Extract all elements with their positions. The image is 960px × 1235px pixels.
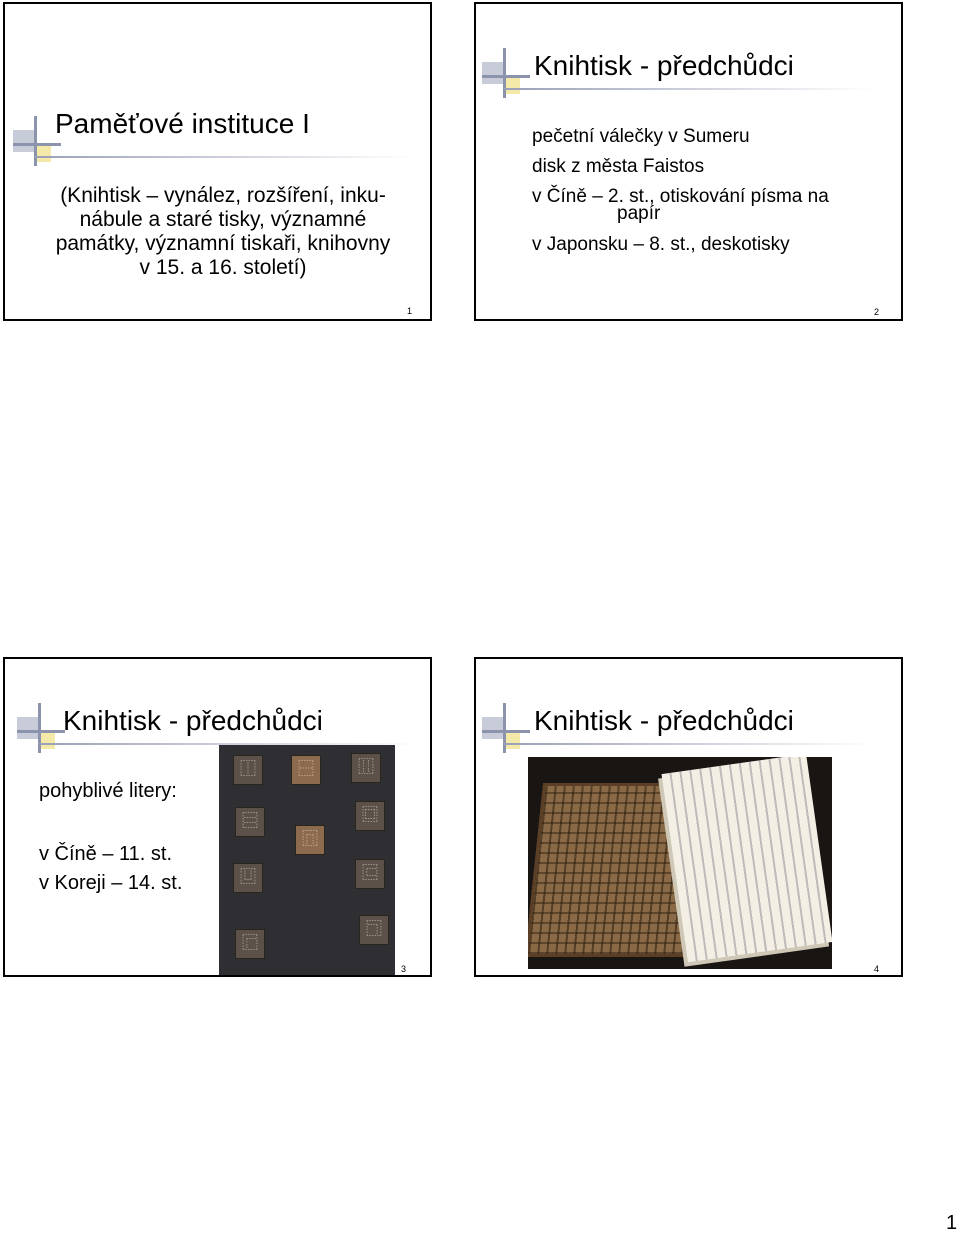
slide-number: 1: [407, 306, 413, 316]
title-rule: [504, 743, 874, 745]
slide-3: [3, 657, 432, 977]
bullet-list: [532, 122, 829, 260]
slide-title: Paměťové instituce I: [55, 108, 310, 139]
body-line: v 15. a 16. století): [139, 256, 307, 279]
body-line: památky, významní tiskaři, knihovny: [55, 232, 391, 255]
list-item: disk z města Faistos: [532, 156, 705, 177]
type-tray-and-book-photo: [528, 757, 832, 969]
crosshair-logo-icon: [17, 703, 67, 753]
text-line: v Číně – 11. st.: [39, 843, 173, 865]
printed-book: [661, 757, 832, 962]
list-item: v Japonsku – 8. st., deskotisky: [532, 234, 790, 255]
movable-type-photo: ⿰ ⿱ ⿲ ⿳ ⿴ ⿵ ⿶ ⿷ ⿸ ⿹: [219, 745, 395, 975]
body-line: nábule a staré tisky, významné: [79, 208, 367, 231]
crosshair-logo-icon: [482, 703, 532, 753]
slide-title: Knihtisk - předchůdci: [534, 50, 794, 81]
slide-4: [474, 657, 903, 977]
list-item-continuation: papír: [617, 203, 661, 224]
slide-number: 4: [874, 964, 880, 974]
slide-number: 3: [401, 964, 407, 974]
slide-2: [474, 2, 903, 321]
title-rule: [35, 156, 415, 158]
slide-body: [23, 184, 423, 280]
text-line: v Koreji – 14. st.: [39, 872, 183, 894]
slide-title: Knihtisk - předchůdci: [63, 705, 323, 736]
slide-title: Knihtisk - předchůdci: [534, 705, 794, 736]
title-rule: [504, 88, 874, 90]
crosshair-logo-icon: [482, 48, 532, 98]
slide-1: [3, 2, 432, 321]
body-line: (Knihtisk – vynález, rozšíření, inku-: [60, 184, 386, 207]
text-line: pohyblivé litery:: [39, 780, 177, 802]
list-item: v Číně – 2. st., otiskování písma na: [532, 186, 829, 207]
document-page-number: 1: [946, 1212, 958, 1234]
slide-number: 2: [874, 307, 880, 317]
list-item: pečetní válečky v Sumeru: [532, 126, 750, 147]
